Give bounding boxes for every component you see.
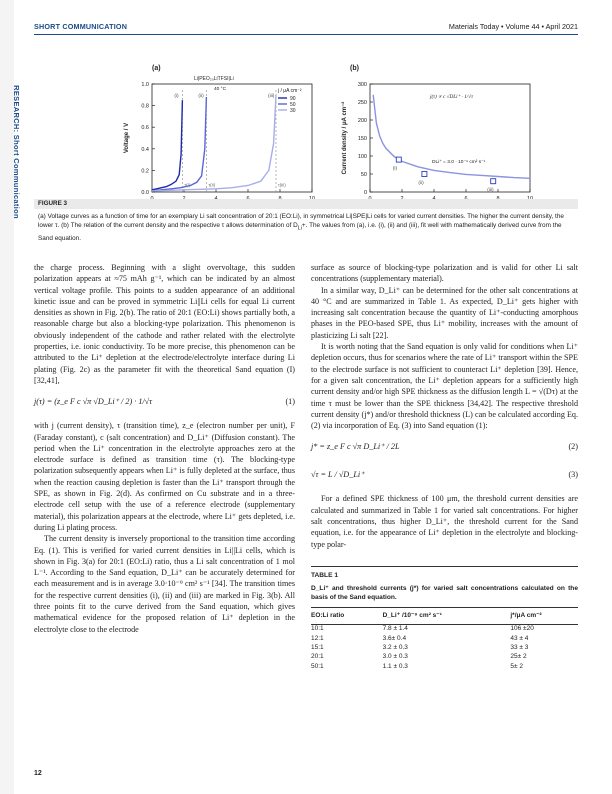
table-header-cell: EO:Li ratio: [311, 608, 383, 624]
cell-label: Li|PEO₂₀LiTFSI|Li: [194, 76, 234, 82]
section-header: SHORT COMMUNICATION: [34, 22, 128, 31]
equation-3: √τ = L / √D_Li⁺ (3): [311, 470, 578, 480]
table-cell: 25± 2: [510, 653, 527, 661]
y-tick-label: 0.8: [141, 103, 149, 110]
curve-marker: (i): [174, 93, 179, 99]
legend-label: 50: [290, 102, 296, 108]
figure-caption: (a) Voltage curves as a function of time for an exemplary Li salt concentration of 20:1 (EO:Li), in symmetrical Li|SPE|Li cells for varied current densities. The higher the current density, the lower τ. (b) The relation of the current density and the respective τ allows determination of $D_{Li}+$. The values from (a), i.e. (i), (ii) and (iii), fit well with mathematically derived curve from the Sand equation.: [38, 213, 564, 242]
legend-title: j / μA cm⁻²: [278, 88, 302, 94]
y-tick-label: 0.2: [141, 168, 149, 175]
table-row: [311, 662, 578, 671]
point-label: (iii): [487, 188, 494, 194]
data-point: [422, 172, 427, 177]
y-tick-label: 150: [357, 136, 367, 142]
legend-label: 90: [290, 96, 296, 102]
y-tick-label: 100: [357, 154, 367, 160]
table-body: [311, 624, 578, 672]
table-row: [311, 653, 578, 662]
point-label: (i): [392, 166, 398, 172]
y-tick-label: 1.0: [141, 82, 149, 88]
series-line-50: [152, 97, 206, 191]
panel-a: [124, 65, 315, 208]
paragraph: In a similar way, D_Li⁺ can be determined for the other salt concentrations at 40 °C and are summarized in Table 1. As expected, D_Li⁺ gets higher with increasing salt concentration because the quantity of Li⁺-conducting amorphous phases in the PEO-based SPE, thus Li⁺ mobility, increases with the amount of plasticizing Li salt [22].: [311, 285, 578, 340]
paragraph: the charge process. Beginning with a slight overvoltage, this sudden polarization appears at ≈75 mAh g⁻¹, which can be indicated by an almost vertical voltage profile. This points to a sudden appearance of an additional kinetic issue and can be proved in symmetric Li||Li cells for equal Li current densities as shown in Fig. 2(b). The ratio of 20:1 (EO:Li) shows partially both, a reasonable charge but also a blocking-type polarization. This phenomenon is obviously independent of the cathode and rather related with the electrolyte properties, i.e. ionic conductivity. To be more precise, this phenomenon can be attributed to the Li⁺ depletion at the electrode/electrolyte interface during Li plating (Fig. 2c) as the parameter fit with the theoretical Sand equation (I) [32,41],: [34, 263, 295, 385]
table-cell: 15:1: [311, 644, 324, 652]
point-label: (ii): [418, 181, 424, 186]
dli-label: DLi⁺ = 3.0 · 10⁻⁹ cm² s⁻¹: [432, 160, 486, 166]
table-header-cell: D_Li⁺ /10⁻⁹ cm² s⁻¹: [383, 608, 511, 624]
series-line-90: [152, 100, 182, 190]
data-point: [396, 157, 401, 162]
table-title: D_Li⁺ and threshold currents (j*) for varied salt concentrations calculated on the basis of the Sand equation.: [311, 585, 578, 601]
column-left: [34, 262, 295, 635]
formula: j(τ) ∝ c √DLi⁺ · 1/√τ: [430, 94, 473, 100]
table-cell: 12:1: [311, 634, 324, 642]
table-cell: 3.0 ± 0.3: [382, 653, 408, 661]
figure-label-band: [34, 199, 578, 209]
section-label: RESEARCH: Short Communication: [12, 85, 21, 219]
table-row: [311, 644, 578, 653]
journal-header: Materials Today • Volume 44 • April 2021: [448, 22, 578, 31]
plot-frame: [152, 84, 312, 192]
y-tick-label: 0.6: [141, 125, 149, 132]
y-tick-label: 50: [360, 172, 367, 178]
temp-label: 40 °C: [214, 87, 227, 92]
panel-b: [341, 65, 533, 208]
table-header-row: [311, 608, 578, 624]
tau-label: τ(ii): [208, 182, 216, 188]
column-right: [311, 262, 578, 672]
panel-tag: (a): [152, 65, 161, 72]
y-tick-label: 250: [357, 100, 367, 106]
table-cell: 33 ± 3: [510, 644, 529, 652]
table-cell: 3.6± 0.4: [382, 634, 407, 642]
y-tick-label: 300: [357, 82, 367, 88]
tau-label: τ(iii): [278, 182, 286, 188]
y-tick-label: 0.0: [141, 190, 149, 196]
data-point: [491, 179, 496, 184]
table-label: TABLE 1: [311, 571, 338, 579]
series-line-30: [152, 95, 276, 191]
table-cell: 7.8 ± 1.4: [382, 625, 408, 633]
table-cell: 1.1 ± 0.3: [382, 662, 408, 670]
page-number: 12: [34, 770, 42, 777]
tau-label: τ(i): [184, 182, 191, 188]
y-tick-label: 0.4: [141, 146, 149, 153]
table-cell: 50:1: [311, 662, 324, 670]
table-row: [311, 634, 578, 643]
panel-tag: (b): [350, 65, 359, 72]
table-cell: 10:1: [311, 625, 324, 633]
table-cell: 106 ±20: [510, 625, 534, 633]
legend-label: 30: [290, 108, 296, 114]
data-table: [311, 607, 578, 671]
y-tick-label: 200: [357, 118, 367, 124]
table-cell: 5± 2: [510, 662, 523, 670]
paragraph: The current density is inversely proportional to the transition time according Eq. (1). This is verified for varied current densities in Li||Li cells, which is shown in Fig. 3(a) for 20:1 (EO:Li) ratio, thus a Li salt concentration of 1 mol L⁻¹. According to the Sand equation, D_Li⁺ can be accurately determined for each measurement and is in average 3.0·10⁻⁹ cm² s⁻¹ [34]. The transition times for the respective current densities (i), (ii) and (iii) are marked in Fig. 3(b). All three points fit to the curve derived from the Sand equation, which gives mathematical evidence for the proposed relation of Li⁺ depletion in the electrolyte close to the electrode: [34, 534, 295, 634]
curve-marker: (ii): [198, 93, 204, 99]
header-rule: [34, 34, 578, 35]
table-row: [311, 624, 578, 634]
table-1: [311, 566, 578, 672]
table-cell: 20:1: [311, 653, 324, 661]
table-cell: 3.2 ± 0.3: [382, 644, 408, 652]
figure-label: FIGURE 3: [38, 200, 68, 207]
paragraph: For a defined SPE thickness of 100 μm, the threshold current densities are calculated and summarized in Table 1 for varied salt concentrations. For higher salt concentrations, thus higher D_Li⁺, the threshold current for the Sand equation, i.e. for the appearance of Li⁺ depletion in the electrolyte and blocking-type polar-: [311, 494, 578, 549]
paragraph: surface as source of blocking-type polarization and is valid for other Li salt concentrations (supplementary material).: [311, 263, 578, 284]
curve-marker: (iii): [268, 93, 275, 99]
figure-3: [34, 40, 578, 208]
y-axis-label: Voltage / V: [124, 122, 130, 154]
paragraph: It is worth noting that the Sand equation is only valid for conditions when Li⁺ depletion occurs, thus for scenarios where the rate of Li⁺ transport within the SPE to the electrode surface is not sufficient to counteract Li⁺ depletion [39]. Hence, for a given salt concentration, the Li⁺ depletion appears for a sufficiently high current density and/or high SPE thickness as the diffusion length L = √(Dτ) at the time τ must be lower than the SPE thickness [34,42]. The respective threshold current density (j*) and/or threshold thickness (L) can be calculated according Eq. (2) via incorporation of Eq. (3) into Sand equation (1):: [311, 342, 578, 431]
equation-2: j* = z_e F c √π D_Li⁺ / 2L (2): [311, 442, 578, 452]
y-tick-label: 0: [363, 190, 367, 196]
y-axis-label: Current density / μA cm⁻²: [342, 101, 348, 175]
table-cell: 43 ± 4: [510, 634, 529, 642]
plot-frame: [370, 84, 530, 192]
table-header-cell: j*/μA cm⁻²: [510, 608, 578, 624]
equation-1: j(τ) = (z_e F c √π √D_Li⁺ / 2) · 1/√τ (1): [34, 397, 295, 407]
paragraph: with j (current density), τ (transition time), z_e (electron number per unit), F (Faraday constant), c (salt concentration) and D_Li⁺ (Diffusion constant). The period when the Li⁺ concentration in the electrolyte approaches zero at the electrode surface is defined as transition time (τ). The blocking-type polarization subsequently appears when Li⁺ is fully depleted at the surface, thus when the reaction causing depletion is faster than the Li⁺ transport through the SPE, as shown in Fig. 2(d). As confirmed on Cu substrate and in a three-electrode cell setup with the use of a reference electrode (supplementary material), this polarization appears at the electrode, where Li⁺ gets depleted, i.e. during Li plating process.: [34, 421, 295, 532]
